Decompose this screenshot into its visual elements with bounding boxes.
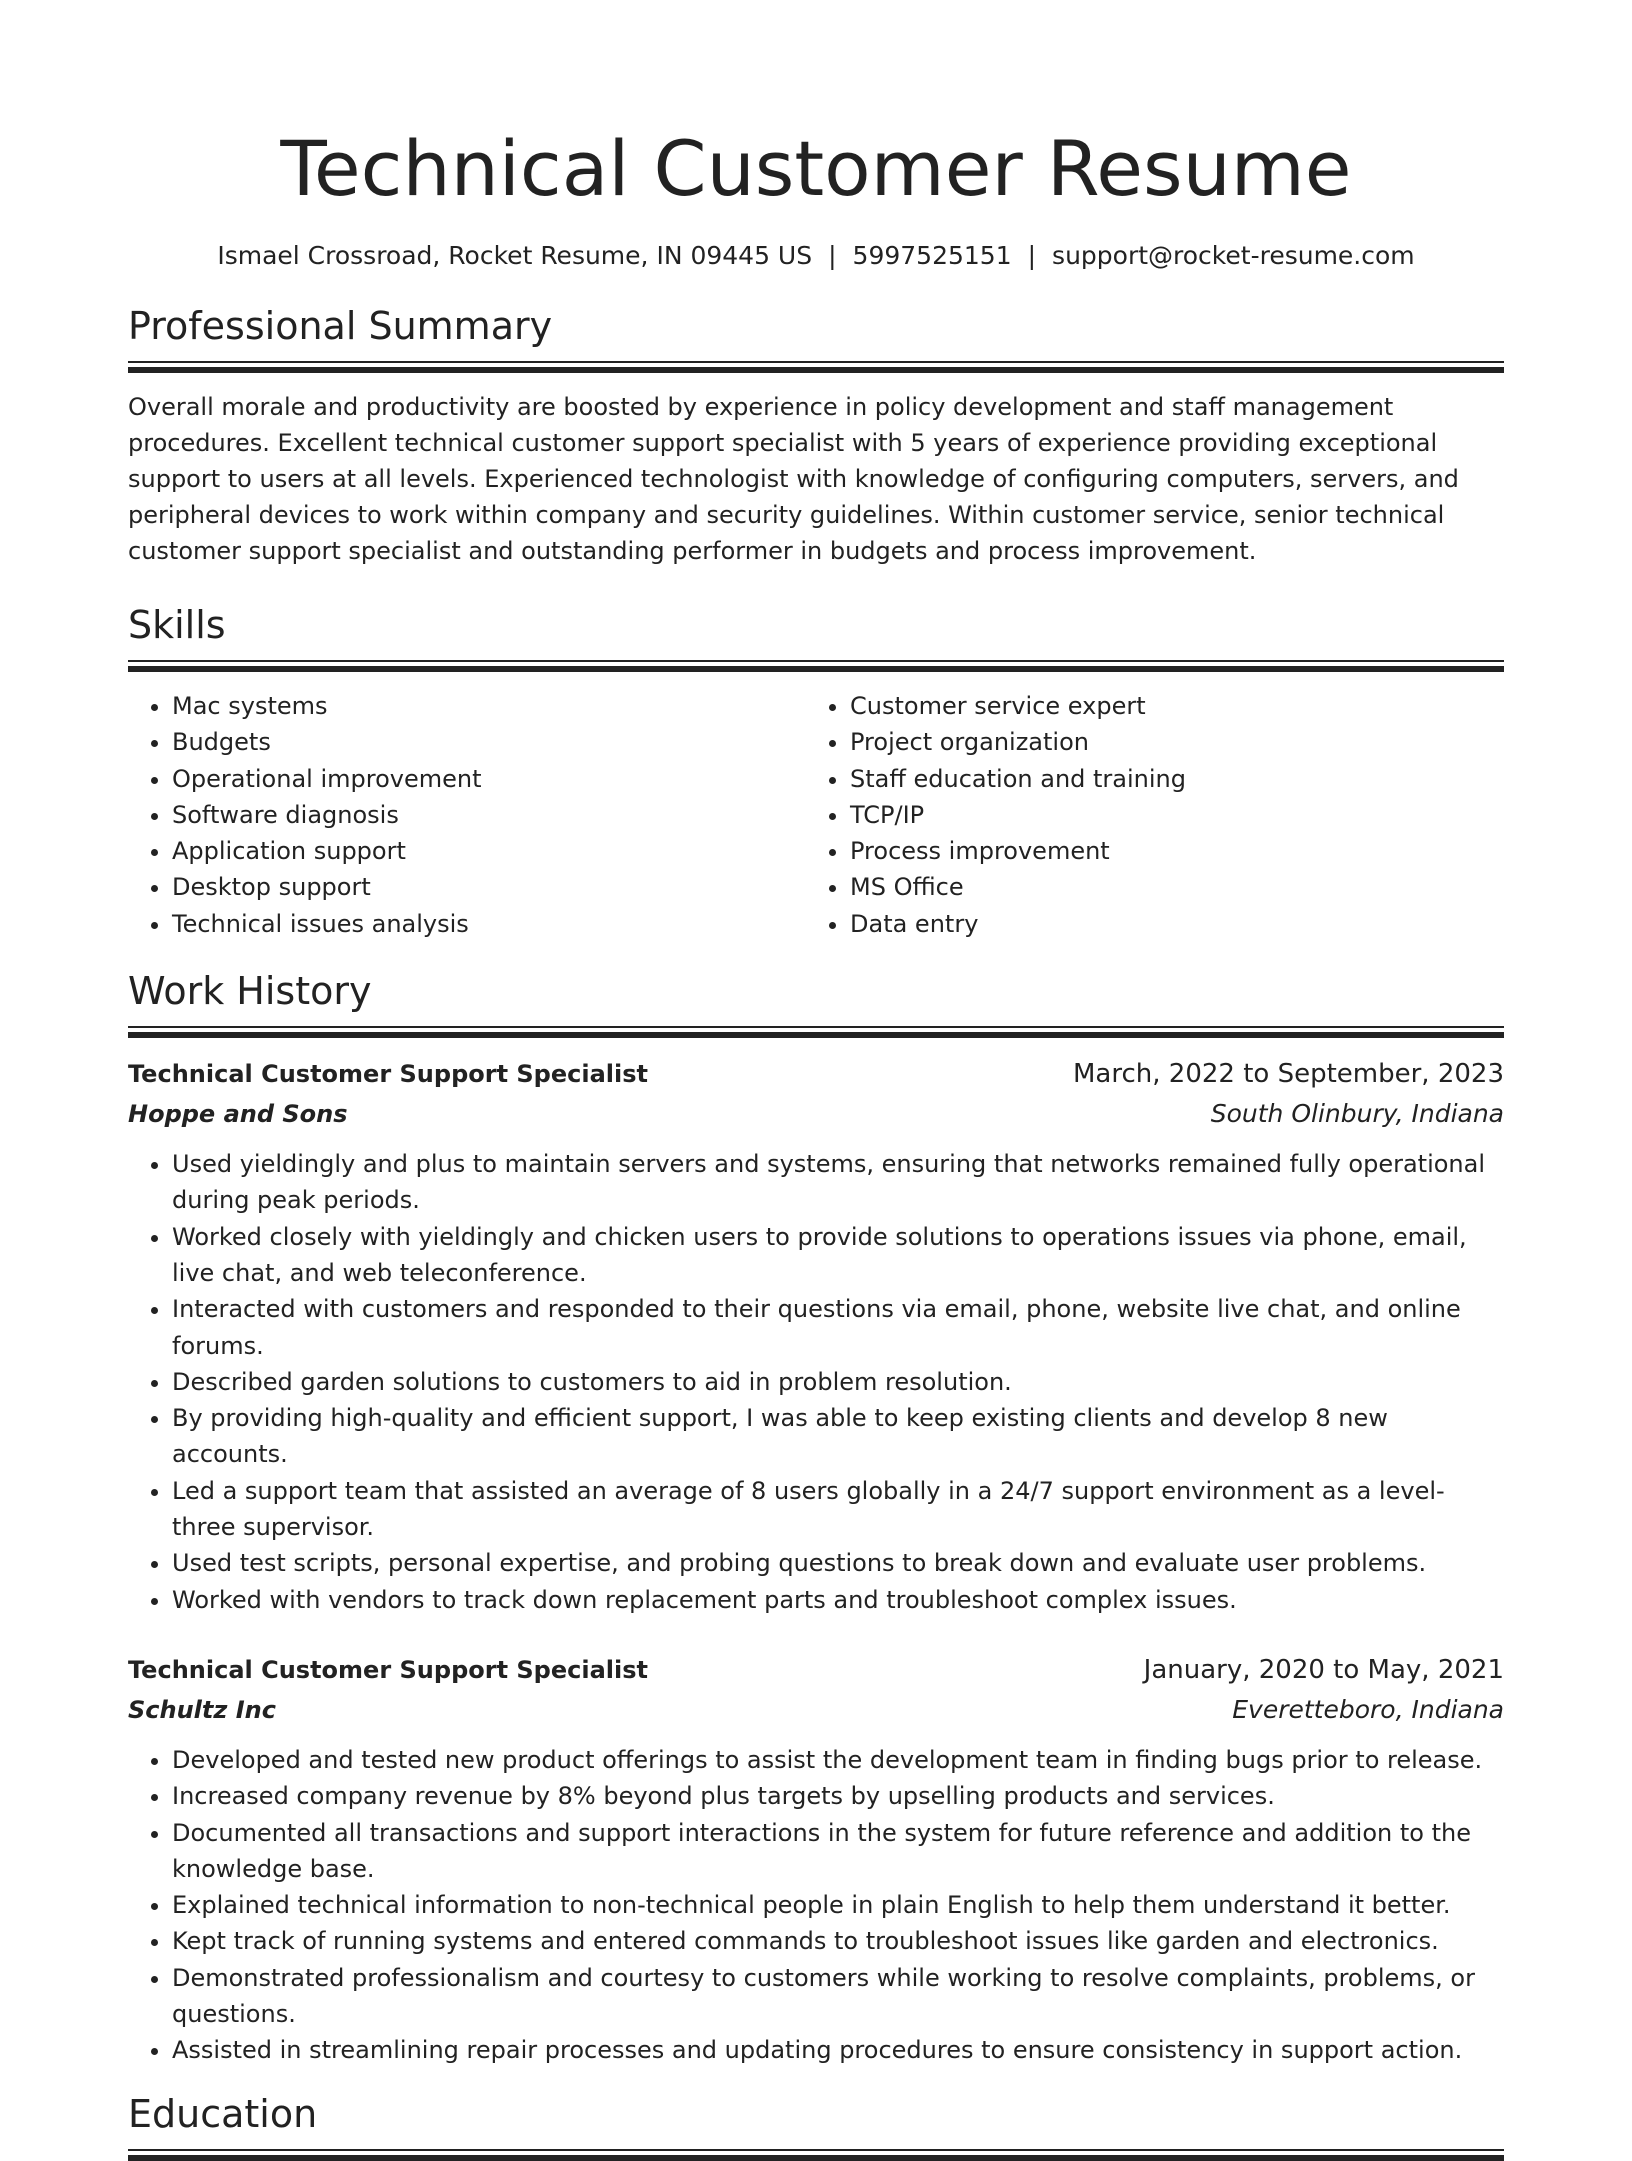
contact-email: support@rocket-resume.com — [1052, 241, 1415, 270]
section-divider — [128, 660, 1504, 672]
job-bullet: • Demonstrated professionalism and courtesy to customers while working to resolve complaints, problems, or questions. — [172, 1960, 1504, 2033]
job-subheader — [128, 1690, 1504, 1730]
job-bullet: • Worked closely with yieldingly and chicken users to provide solutions to operations issues via phone, email, live chat, and web teleconference. — [172, 1219, 1504, 1292]
job-bullets — [128, 1146, 1504, 1618]
skill-item: • Desktop support — [172, 869, 806, 905]
job-location: Everetteboro, Indiana — [1232, 1694, 1504, 1724]
job-bullet: • Kept track of running systems and entered commands to troubleshoot issues like garden and electronics. — [172, 1923, 1504, 1959]
job-company: Hoppe and Sons — [128, 1100, 348, 1129]
skills-list-right — [806, 688, 1484, 942]
job-bullet: • Explained technical information to non-technical people in plain English to help them understand it better. — [172, 1887, 1504, 1923]
job-bullet: • Assisted in streamlining repair processes and updating procedures to ensure consistency in support action. — [172, 2032, 1504, 2068]
contact-separator: | — [1027, 241, 1037, 270]
job-bullet: • Worked with vendors to track down replacement parts and troubleshoot complex issues. — [172, 1582, 1504, 1618]
section-heading-summary: Professional Summary — [128, 304, 553, 348]
job-location: South Olinbury, Indiana — [1210, 1099, 1504, 1129]
skills-list-left — [128, 688, 806, 942]
job-bullet: • By providing high-quality and efficient support, I was able to keep existing clients and develop 8 new accounts. — [172, 1400, 1504, 1473]
job-bullet: • Interacted with customers and responded to their questions via email, phone, website live chat, and online forums. — [172, 1291, 1504, 1364]
contact-address: Ismael Crossroad, Rocket Resume, IN 09445 US — [217, 241, 813, 270]
section-divider — [128, 361, 1504, 373]
job-entry — [128, 1650, 1504, 2069]
job-bullet: • Described garden solutions to customers to aid in problem resolution. — [172, 1364, 1504, 1400]
contact-phone: 5997525151 — [852, 241, 1012, 270]
work-history-section — [128, 968, 1504, 2069]
skill-item: • Budgets — [172, 724, 806, 760]
skill-item: • Operational improvement — [172, 761, 806, 797]
resume-title: Technical Customer Resume — [280, 124, 1352, 213]
job-bullet: • Developed and tested new product offerings to assist the development team in finding bugs prior to release. — [172, 1742, 1504, 1778]
section-heading-work-history: Work History — [128, 969, 372, 1014]
job-bullet: • Increased company revenue by 8% beyond plus targets by upselling products and services. — [172, 1778, 1504, 1814]
section-divider — [128, 2149, 1504, 2161]
job-bullet: • Documented all transactions and support interactions in the system for future reference and addition to the knowledge base. — [172, 1815, 1504, 1888]
skill-item: • Application support — [172, 833, 806, 869]
job-header — [128, 1054, 1504, 1094]
job-subheader — [128, 1094, 1504, 1134]
job-dates: March, 2022 to September, 2023 — [1073, 1059, 1504, 1090]
contact-line — [128, 240, 1504, 272]
skill-item: • Project organization — [850, 724, 1484, 760]
job-bullets — [128, 1742, 1504, 2069]
skill-item: • TCP/IP — [850, 797, 1484, 833]
contact-separator: | — [828, 241, 837, 270]
summary-section — [128, 303, 1504, 569]
skill-item: • Software diagnosis — [172, 797, 806, 833]
skill-item: • Customer service expert — [850, 688, 1484, 724]
job-title: Technical Customer Support Specialist — [128, 1655, 648, 1684]
resume-page — [128, 0, 1504, 2161]
job-company: Schultz Inc — [128, 1695, 276, 1724]
job-bullet: • Used yieldingly and plus to maintain servers and systems, ensuring that networks remained fully operational during peak periods. — [172, 1146, 1504, 1219]
section-heading-education: Education — [128, 2091, 318, 2136]
job-entry — [128, 1054, 1504, 1618]
skills-columns — [128, 688, 1504, 942]
job-title: Technical Customer Support Specialist — [128, 1060, 648, 1089]
job-header — [128, 1650, 1504, 1690]
skill-item: • Staff education and training — [850, 761, 1484, 797]
education-section — [128, 2091, 1504, 2161]
skill-item: • Data entry — [850, 906, 1484, 942]
skill-item: • Technical issues analysis — [172, 906, 806, 942]
skill-item: • MS Office — [850, 869, 1484, 905]
job-bullet: • Led a support team that assisted an average of 8 users globally in a 24/7 support environment as a level-three supervisor. — [172, 1473, 1504, 1546]
summary-text: Overall morale and productivity are boosted by experience in policy development and staff management procedures. Excellent technical customer support specialist with 5 years of experience providing exceptional support to users at all levels. Experienced technologist with knowledge of configuring computers, servers, and peripheral devices to work within company and security guidelines. Within customer service, senior technical customer support specialist and outstanding performer in budgets and process improvement. — [128, 393, 1459, 565]
section-heading-skills: Skills — [128, 603, 226, 647]
job-bullet: • Used test scripts, personal expertise, and probing questions to break down and evaluate user problems. — [172, 1545, 1504, 1581]
skills-section — [128, 602, 1504, 942]
skill-item: • Process improvement — [850, 833, 1484, 869]
skill-item: • Mac systems — [172, 688, 806, 724]
job-dates: January, 2020 to May, 2021 — [1143, 1654, 1504, 1685]
section-divider — [128, 1026, 1504, 1038]
